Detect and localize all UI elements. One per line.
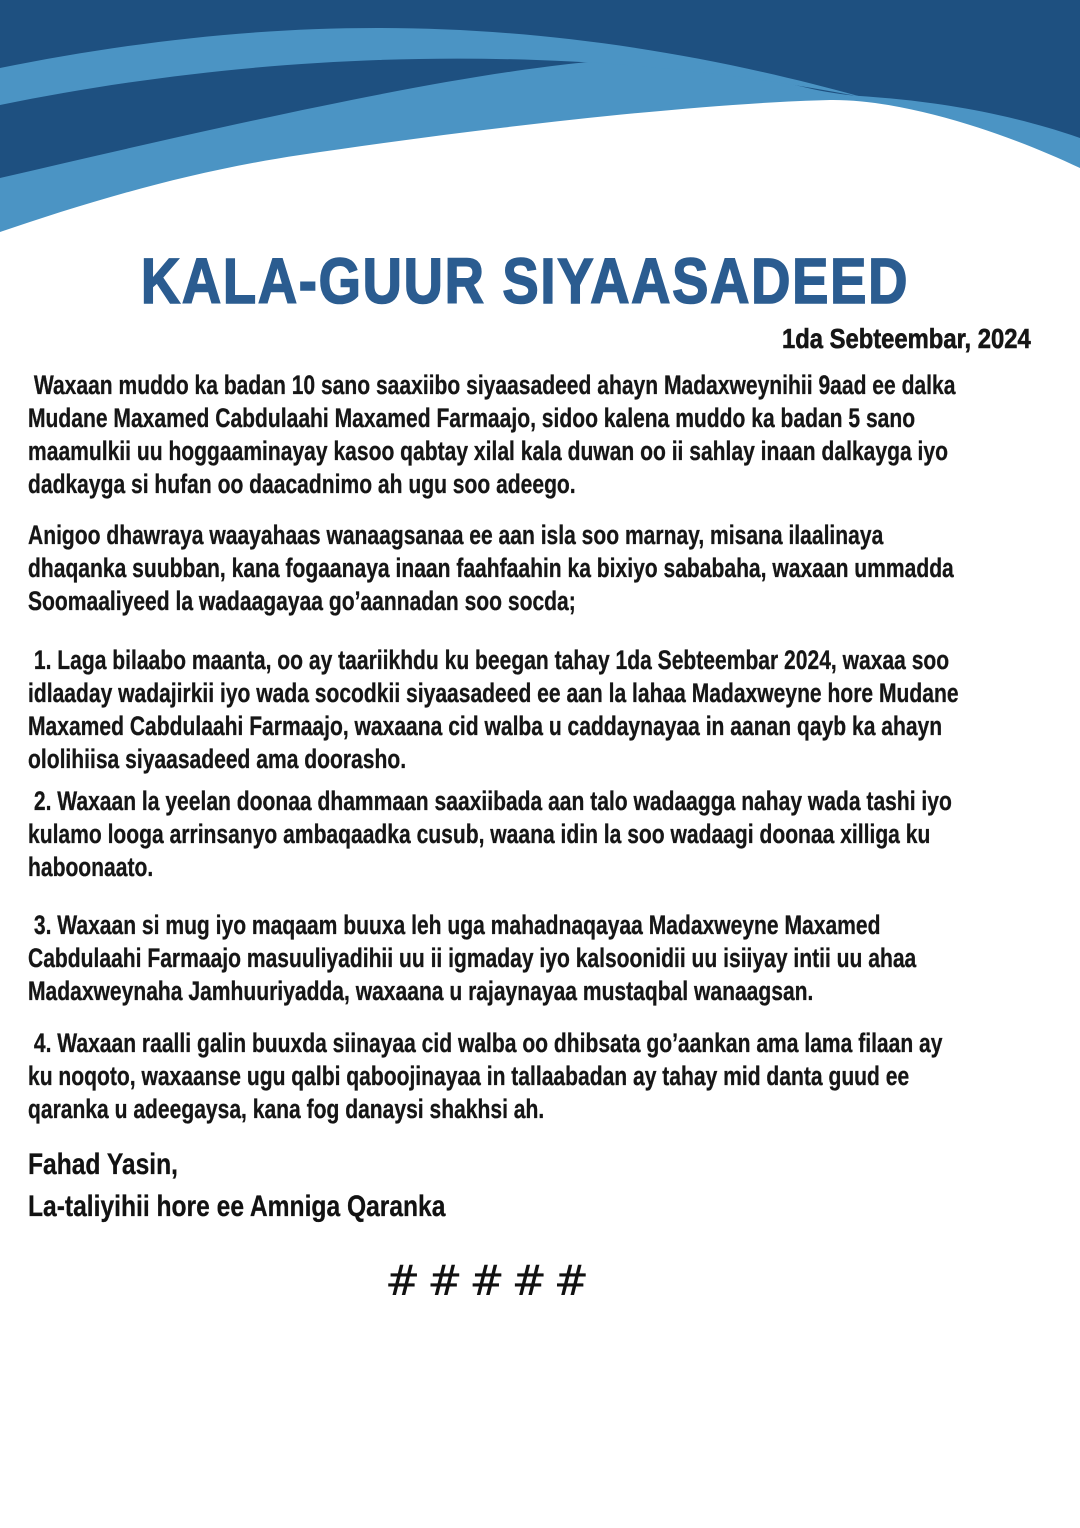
- decision-item-3: [28, 910, 1058, 1009]
- text-line: Soomaaliyeed la wadaagayaa go’aannadan soo socda;: [28, 586, 576, 616]
- text-line: idlaaday wadajirkii iyo wada socodkii siyaasadeed ee aan la lahaa Madaxweyne hore Mudane: [28, 678, 959, 708]
- text-line: Mudane Maxamed Cabdulaahi Maxamed Farmaajo, sidoo kalena muddo ka badan 5 sano: [28, 403, 916, 433]
- text-line: Maxamed Cabdulaahi Farmaajo, waxaana cid walba u caddaynayaa in aanan qayb ka ahayn: [28, 711, 943, 741]
- text-line: Waxaan muddo ka badan 10 sano saaxiibo siyaasadeed ahayn Madaxweynihii 9aad ee dalka: [28, 370, 956, 400]
- end-mark: #####: [385, 1256, 596, 1305]
- intro-paragraph-2: [28, 520, 1058, 619]
- text-line: dadkayga si hufan oo daacadnimo ah ugu soo adeego.: [28, 469, 576, 499]
- text-line: 4. Waxaan raalli galin buuxda siinayaa cid walba oo dhibsata go’aankan ama lama filaan ay: [28, 1028, 943, 1058]
- text-line: kulamo looga arrinsanyo ambaqaadka cusub, waana idin la soo wadaagi doonaa xilliga ku: [28, 819, 931, 849]
- text-line: ololihiisa siyaasadeed ama doorasho.: [28, 744, 407, 774]
- text-line: ku noqoto, waxaanse ugu qalbi qaboojinayaa in tallaabadan ay tahay mid danta guud ee: [28, 1061, 910, 1091]
- header-wave-graphic: [0, 0, 1080, 250]
- page-title: KALA-GUUR SIYAASADEED: [140, 245, 910, 317]
- decision-item-2: [28, 786, 1058, 885]
- decision-item-1: [28, 645, 1058, 777]
- text-line: qaranka u adeegaysa, kana fog danaysi shakhsi ah.: [28, 1094, 545, 1124]
- text-line: maamulkii uu hoggaaminayay kasoo qabtay xilal kala duwan oo ii sahlay inaan dalkayga iyo: [28, 436, 948, 466]
- date-line: 1da Sebteembar, 2024: [781, 323, 1031, 354]
- text-line: 3. Waxaan si mug iyo maqaam buuxa leh uga mahadnaqayaa Madaxweyne Maxamed: [28, 910, 881, 940]
- text-line: 2. Waxaan la yeelan doonaa dhammaan saaxiibada aan talo wadaagga nahay wada tashi iyo: [28, 786, 952, 816]
- text-line: 1. Laga bilaabo maanta, oo ay taariikhdu ku beegan tahay 1da Sebteembar 2024, waxaa soo: [28, 645, 950, 675]
- text-line: haboonaato.: [28, 852, 154, 882]
- text-line: Madaxweynaha Jamhuuriyadda, waxaana u rajaynayaa mustaqbal wanaagsan.: [28, 976, 814, 1006]
- text-line: Cabdulaahi Farmaajo masuuliyadihii uu ii igmaday iyo kalsoonidii uu isiiyay intii uu ahaa: [28, 943, 917, 973]
- intro-paragraph-1: [28, 370, 1058, 502]
- decision-item-4: [28, 1028, 1058, 1127]
- text-line: Anigoo dhawraya waayahaas wanaagsanaa ee aan isla soo marnay, misana ilaalinaya: [28, 520, 884, 550]
- text-line: dhaqanka suubban, kana fogaanaya inaan faahfaahin ka bixiyo sababaha, waxaan ummadda: [28, 553, 954, 583]
- signature-name: Fahad Yasin,: [28, 1148, 178, 1181]
- signature-role: La-taliyihii hore ee Amniga Qaranka: [28, 1190, 446, 1223]
